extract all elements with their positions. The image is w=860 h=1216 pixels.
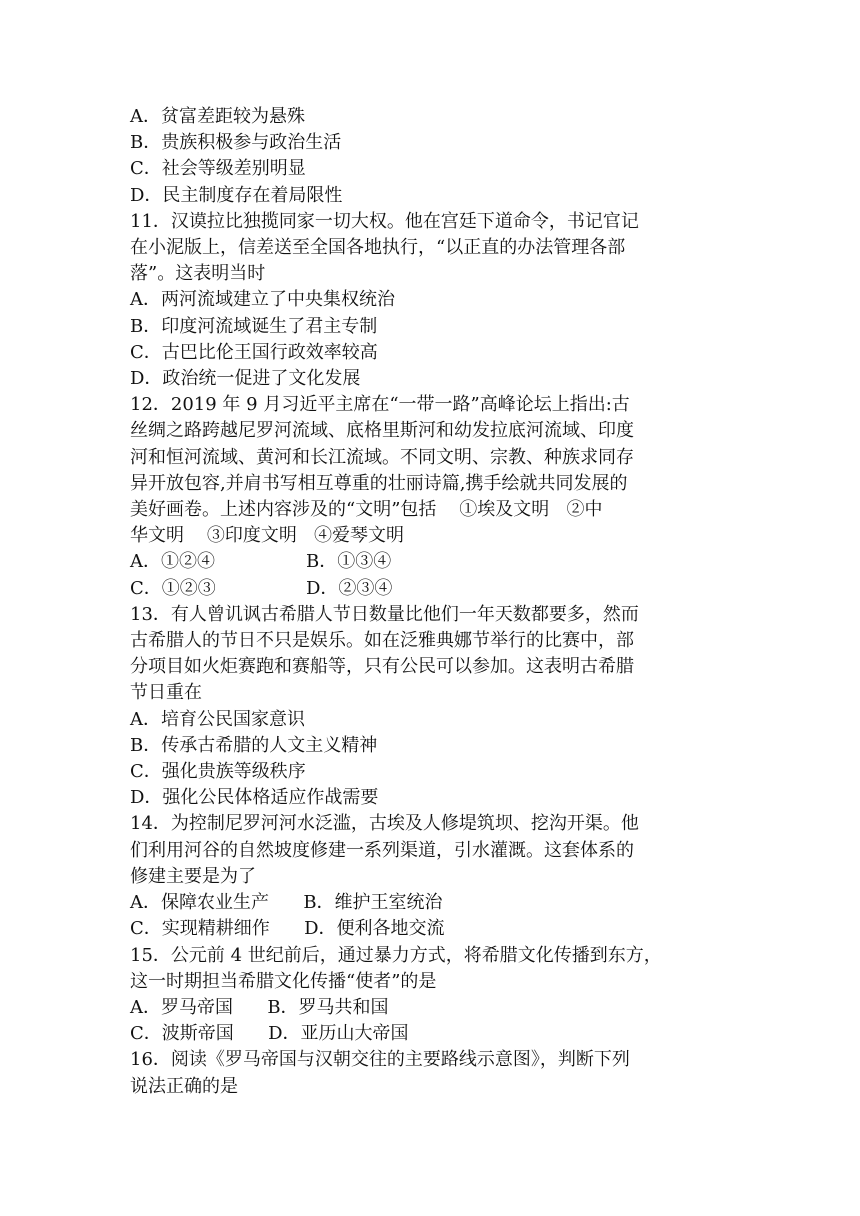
question-stem-line: 这一时期担当希腊文化传播“使者”的是 xyxy=(130,970,437,992)
question-15 xyxy=(130,943,735,1048)
question-stem-line: 美好画卷。上述内容涉及的“文明”包括 ①埃及文明 ②中 xyxy=(130,499,603,521)
question-stem-line: 节日重在 xyxy=(130,682,202,704)
option-c: C．强化贵族等级秩序 xyxy=(130,761,306,783)
options-row: C．实现精耕细作 D．便利各地交流 xyxy=(130,918,445,940)
option-a: A．①②④ xyxy=(130,551,215,573)
question-stem-line: 古希腊人的节日不只是娱乐。如在泛雅典娜节举行的比赛中，部 xyxy=(130,630,634,652)
question-stem-line: 华文明 ③印度文明 ④爱琴文明 xyxy=(130,525,405,547)
question-stem-line: 说法正确的是 xyxy=(130,1075,238,1097)
question-stem-line: 落”。这表明当时 xyxy=(130,263,266,285)
question-stem-line: 丝绸之路跨越尼罗河流域、底格里斯河和幼发拉底河流域、印度 xyxy=(130,420,634,442)
question-stem-line: 河和恒河流域、黄河和长江流域。不同文明、宗教、种族求同存 xyxy=(130,446,634,468)
option-c: C．社会等级差别明显 xyxy=(130,158,306,180)
option-a: A．培育公民国家意识 xyxy=(130,708,305,730)
question-stem-line: 13．有人曾讥讽古希腊人节日数量比他们一年天数都要多，然而 xyxy=(130,603,639,625)
option-b: B．印度河流域诞生了君主专制 xyxy=(130,315,378,337)
option-b: B．①③④ xyxy=(306,551,392,573)
question-stem-line: 异开放包容,并肩书写相互尊重的壮丽诗篇,携手绘就共同发展的 xyxy=(130,472,628,494)
question-stem-line: 们利用河谷的自然坡度修建一系列渠道，引水灌溉。这套体系的 xyxy=(130,839,634,861)
option-d: D．政治统一促进了文化发展 xyxy=(130,368,361,390)
option-a: A．贫富差距较为悬殊 xyxy=(130,106,305,127)
question-stem-line: 分项目如火炬赛跑和赛船等，只有公民可以参加。这表明古希腊 xyxy=(130,656,634,678)
question-stem-line: 12．2019 年 9 月习近平主席在“一带一路”高峰论坛上指出:古 xyxy=(130,394,630,416)
option-d: D．强化公民体格适应作战需要 xyxy=(130,787,379,809)
option-b: B．传承古希腊的人文主义精神 xyxy=(130,734,378,756)
question-14 xyxy=(130,811,735,942)
options-row: A．罗马帝国 B．罗马共和国 xyxy=(130,996,389,1018)
option-c: C．古巴比伦王国行政效率较高 xyxy=(130,341,378,363)
option-a: A．两河流域建立了中央集权统治 xyxy=(130,289,395,311)
question-10-options xyxy=(130,104,735,209)
question-stem-line: 在小泥版上，信差送至全国各地执行，“以正直的办法管理各部 xyxy=(130,237,626,259)
option-c: C．①②③ xyxy=(130,577,216,599)
question-stem-line: 修建主要是为了 xyxy=(130,865,256,887)
question-stem-line: 16．阅读《罗马帝国与汉朝交往的主要路线示意图》，判断下列 xyxy=(130,1049,630,1071)
exam-page xyxy=(130,104,735,1100)
question-stem-line: 14．为控制尼罗河河水泛滥，古埃及人修堤筑坝、挖沟开渠。他 xyxy=(130,813,639,835)
options-row: A．保障农业生产 B．维护王室统治 xyxy=(130,892,443,914)
question-stem-line: 11．汉谟拉比独揽同家一切大权。他在宫廷下道命令，书记官记 xyxy=(130,210,639,232)
question-11 xyxy=(130,209,735,392)
option-d: D．民主制度存在着局限性 xyxy=(130,184,343,206)
option-b: B．贵族积极参与政治生活 xyxy=(130,132,342,154)
question-stem-line: 15．公元前 4 世纪前后，通过暴力方式，将希腊文化传播到东方， xyxy=(130,944,662,966)
question-12 xyxy=(130,392,735,602)
question-13 xyxy=(130,602,735,812)
options-row xyxy=(130,576,735,602)
question-16 xyxy=(130,1047,735,1099)
options-row xyxy=(130,549,735,575)
options-row: C．波斯帝国 D．亚历山大帝国 xyxy=(130,1023,409,1045)
option-d: D．②③④ xyxy=(306,577,393,599)
